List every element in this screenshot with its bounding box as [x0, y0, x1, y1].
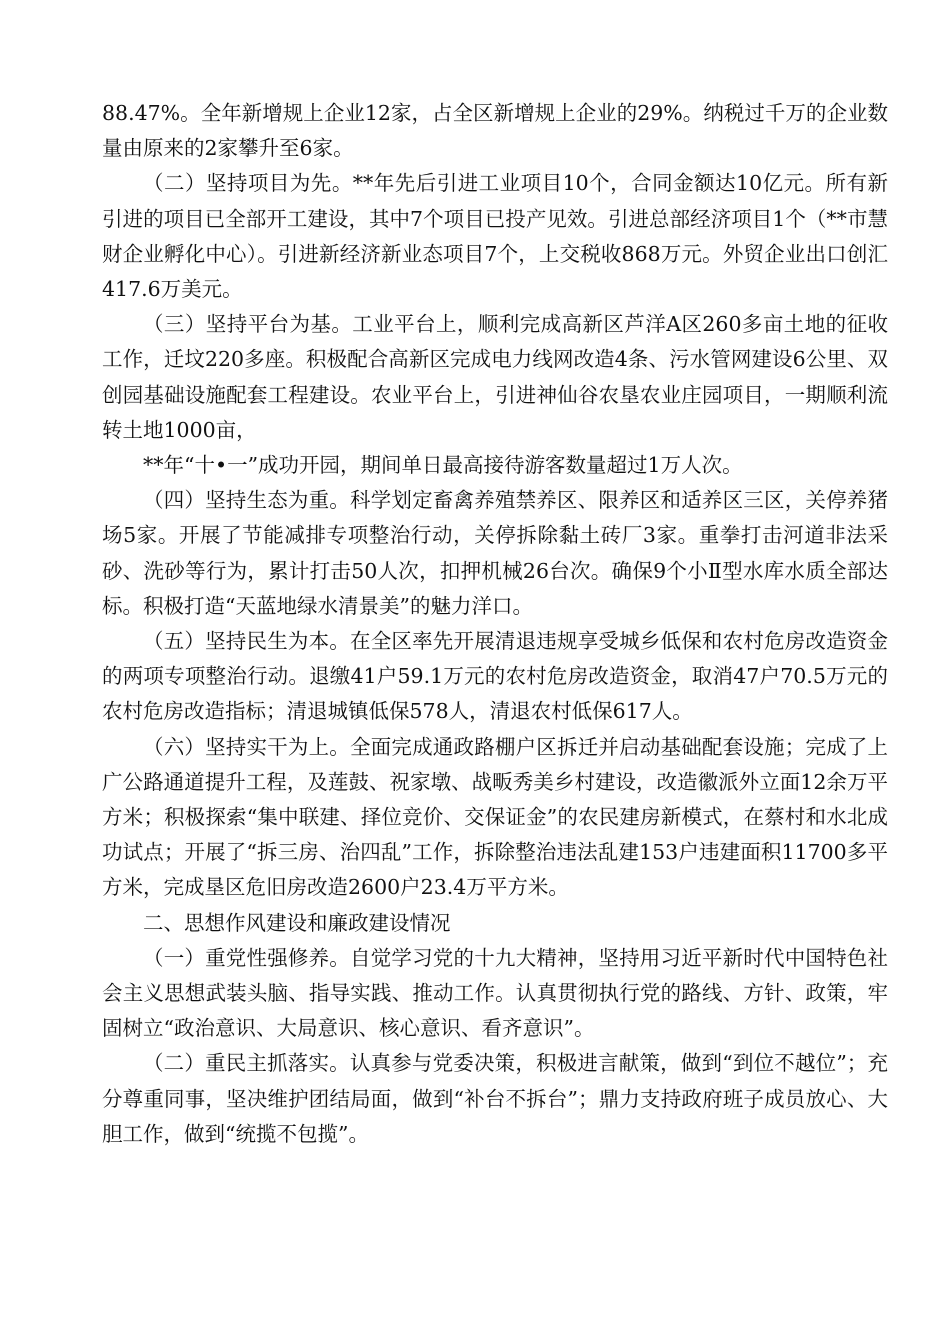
paragraph-project-first: （二）坚持项目为先。**年先后引进工业项目10个，合同金额达10亿元。所有新引进的项目已全部开工建设，其中7个项目已投产见效。引进总部经济项目1个（**市慧财企业孵化中心）。引进新经济新业态项目7个，上交税收868万元。外贸企业出口创汇417.6万美元。: [102, 171, 888, 302]
paragraph-continuation: 88.47%。全年新增规上企业12家，占全区新增规上企业的29%。纳税过千万的企业数量由原来的2家攀升至6家。: [102, 101, 888, 161]
document-body: [102, 96, 888, 1152]
paragraph-ecology: （四）坚持生态为重。科学划定畜禽养殖禁养区、限养区和适养区三区，关停养猪场5家。开展了节能减排专项整治行动，关停拆除黏土砖厂3家。重拳打击河道非法采砂、洗砂等行为，累计打击50人次，扣押机械26台次。确保9个小Ⅱ型水库水质全部达标。积极打造“天蓝地绿水清景美”的魅力洋口。: [102, 488, 888, 618]
paragraph-park-opening: **年“十•一”成功开园，期间单日最高接待游客数量超过1万人次。: [143, 453, 743, 478]
paragraph-practical-work: （六）坚持实干为上。全面完成通政路棚户区拆迁并启动基础配套设施；完成了上广公路通道提升工程，及莲鼓、祝家墩、战畈秀美乡村建设，改造徽派外立面12余万平方米；积极探索“集中联建、择位竞价、交保证金”的农民建房新模式，在蔡村和水北成功试点；开展了“拆三房、治四乱”工作，拆除整治违法乱建153户违建面积11700多平方米，完成垦区危旧房改造2600户23.4万平方米。: [102, 734, 888, 900]
paragraph-party-spirit: （一）重党性强修养。自觉学习党的十九大精神，坚持用习近平新时代中国特色社会主义思想武装头脑、指导实践、推动工作。认真贯彻执行党的路线、方针、政策，牢固树立“政治意识、大局意识、核心意识、看齐意识”。: [102, 945, 888, 1041]
paragraph-democracy: （二）重民主抓落实。认真参与党委决策，积极进言献策，做到“到位不越位”；充分尊重同事，坚决维护团结局面，做到“补台不拆台”；鼎力支持政府班子成员放心、大胆工作，做到“统揽不包揽”。: [102, 1051, 888, 1146]
paragraph-livelihood: （五）坚持民生为本。在全区率先开展清退违规享受城乡低保和农村危房改造资金的两项专项整治行动。退缴41户59.1万元的农村危房改造资金，取消47户70.5万元的农村危房改造指标；清退城镇低保578人，清退农村低保617人。: [102, 629, 888, 724]
paragraph-platform-base: （三）坚持平台为基。工业平台上，顺利完成高新区芦洋A区260多亩土地的征收工作，迁坟220多座。积极配合高新区完成电力线网改造4条、污水管网建设6公里、双创园基础设施配套工程建设。农业平台上，引进神仙谷农垦农业庄园项目，一期顺利流转土地1000亩，: [102, 312, 888, 442]
section-heading: 二、思想作风建设和廉政建设情况: [143, 910, 451, 935]
